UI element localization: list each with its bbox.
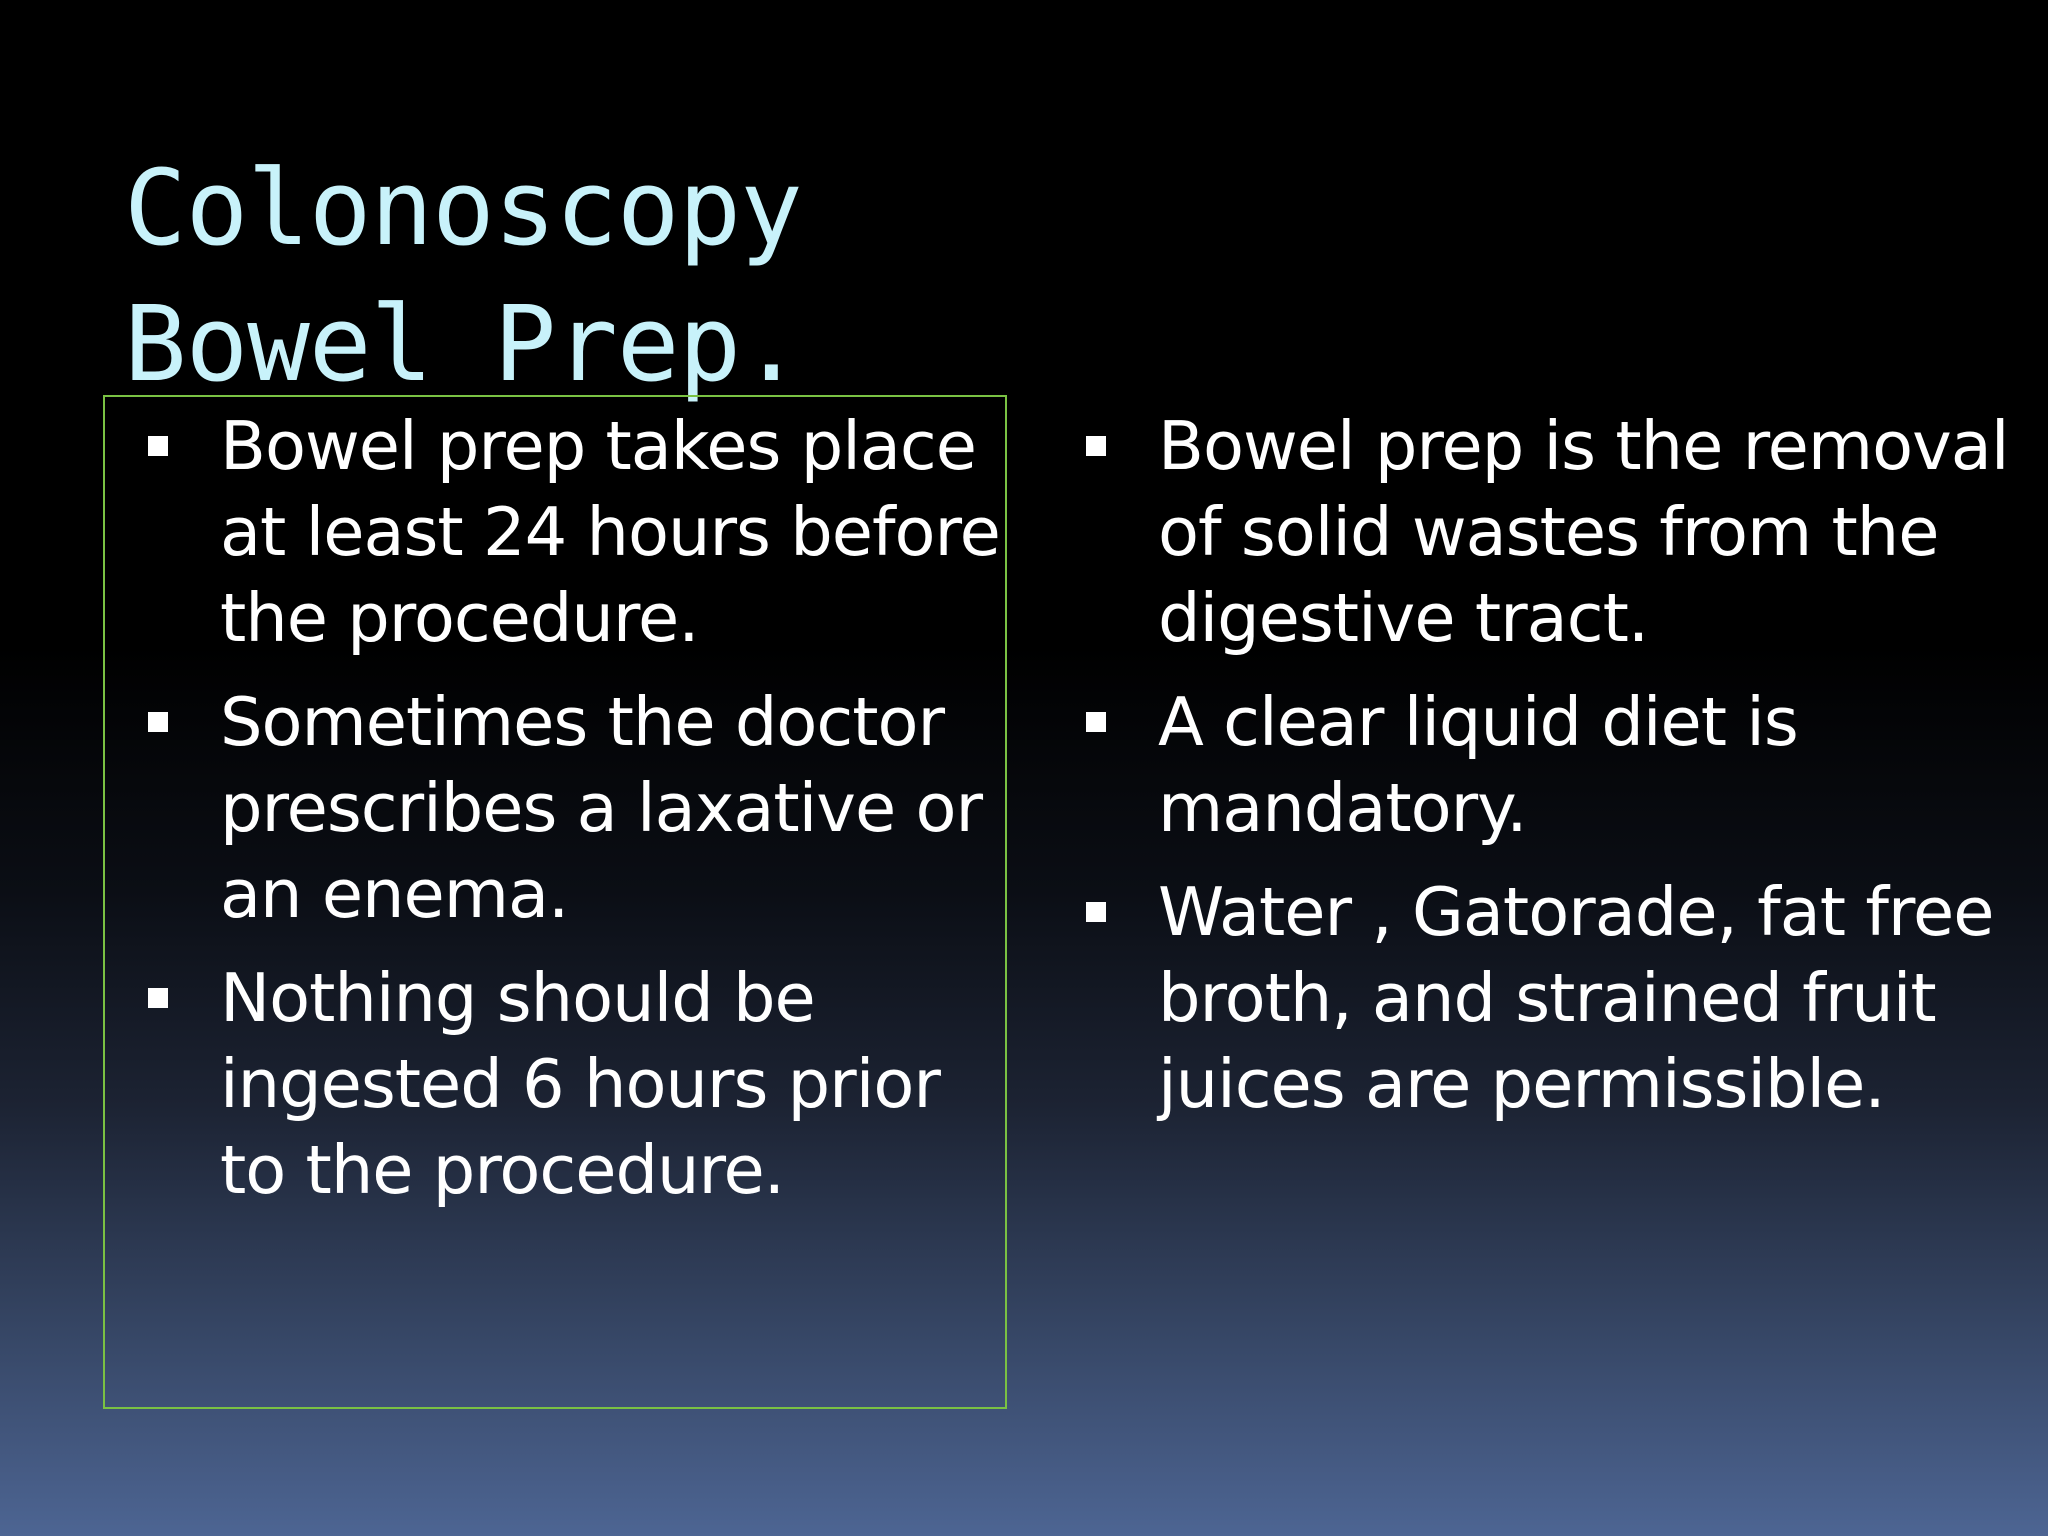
bullet-text: Sometimes the doctor prescribes a laxative or an enema. <box>220 683 983 933</box>
square-bullet-icon <box>148 988 168 1008</box>
square-bullet-icon <box>148 436 168 456</box>
square-bullet-icon <box>148 712 168 732</box>
bullet-item <box>1078 869 2018 1127</box>
bullet-text: Water , Gatorade, fat free broth, and strained fruit juices are permissible. <box>1158 873 1994 1123</box>
bullet-item <box>1078 679 2018 851</box>
bullet-item <box>140 403 1000 661</box>
bullet-text: Nothing should be ingested 6 hours prior to the procedure. <box>220 959 940 1209</box>
bullet-text: Bowel prep takes place at least 24 hours before the procedure. <box>220 407 1000 657</box>
bullet-text: Bowel prep is the removal of solid wastes from the digestive tract. <box>1158 407 2009 657</box>
title-line-2: Bowel Prep. <box>124 283 802 405</box>
square-bullet-icon <box>1086 712 1106 732</box>
title-line-1: Colonoscopy <box>124 147 802 269</box>
bullet-item <box>140 679 1000 937</box>
left-bullet-list <box>140 403 1000 1231</box>
bullet-item <box>1078 403 2018 661</box>
bullet-item <box>140 955 1000 1213</box>
slide-title <box>124 140 802 412</box>
square-bullet-icon <box>1086 436 1106 456</box>
right-bullet-list <box>1078 403 2018 1145</box>
bullet-text: A clear liquid diet is mandatory. <box>1158 683 1798 847</box>
square-bullet-icon <box>1086 902 1106 922</box>
